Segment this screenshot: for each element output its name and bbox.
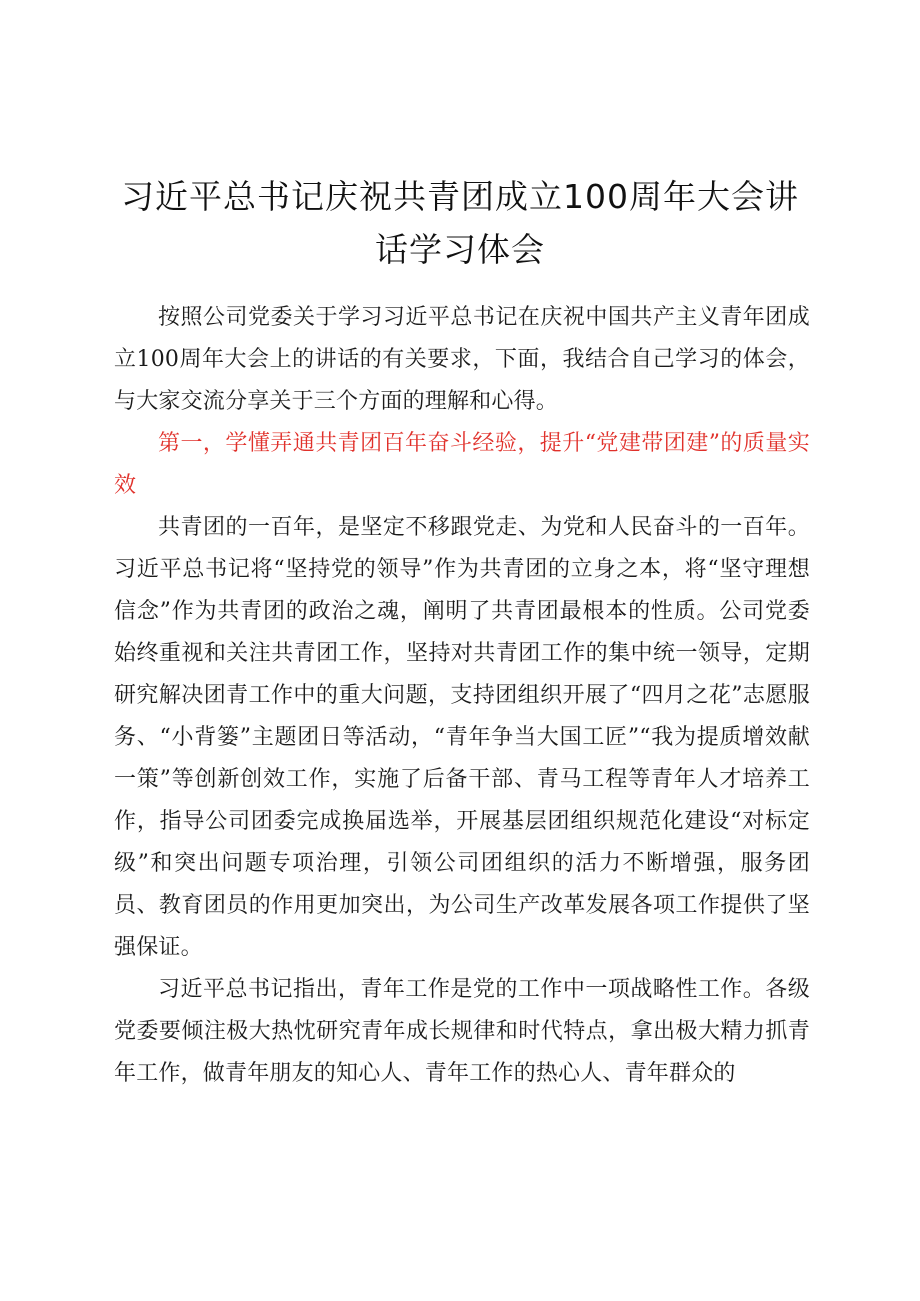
document-title: 习近平总书记庆祝共青团成立100周年大会讲话学习体会: [121, 177, 799, 269]
body-paragraph-1: 共青团的一百年，是坚定不移跟党走、为党和人民奋斗的一百年。习近平总书记将“坚持党的领导”作为共青团的立身之本，将“坚守理想信念”作为共青团的政治之魂，阐明了共青团最根本的性质。公司党委始终重视和关注共青团工作，坚持对共青团工作的集中统一领导，定期研究解决团青工作中的重大问题，支持团组织开展了“四月之花”志愿服务、“小背篓”主题团日等活动，“青年争当大国工匠”“我为提质增效献一策”等创新创效工作，实施了后备干部、青马工程等青年人才培养工作，指导公司团委完成换届选举，开展基层团组织规范化建设“对标定级”和突出问题专项治理，引领公司团组织的活力不断增强，服务团员、教育团员的作用更加突出，为公司生产改革发展各项工作提供了坚强保证。: [114, 515, 810, 960]
document-body: [114, 297, 810, 1095]
intro-paragraph: 按照公司党委关于学习习近平总书记在庆祝中国共产主义青年团成立100周年大会上的讲话的有关要求，下面，我结合自己学习的体会，与大家交流分享关于三个方面的理解和心得。: [114, 305, 810, 414]
section-heading-1: 第一，学懂弄通共青团百年奋斗经验，提升“党建带团建”的质量实效: [114, 431, 810, 498]
body-paragraph-2: 习近平总书记指出，青年工作是党的工作中一项战略性工作。各级党委要倾注极大热忱研究青年成长规律和时代特点，拿出极大精力抓青年工作，做青年朋友的知心人、青年工作的热心人、青年群众的: [114, 977, 810, 1086]
